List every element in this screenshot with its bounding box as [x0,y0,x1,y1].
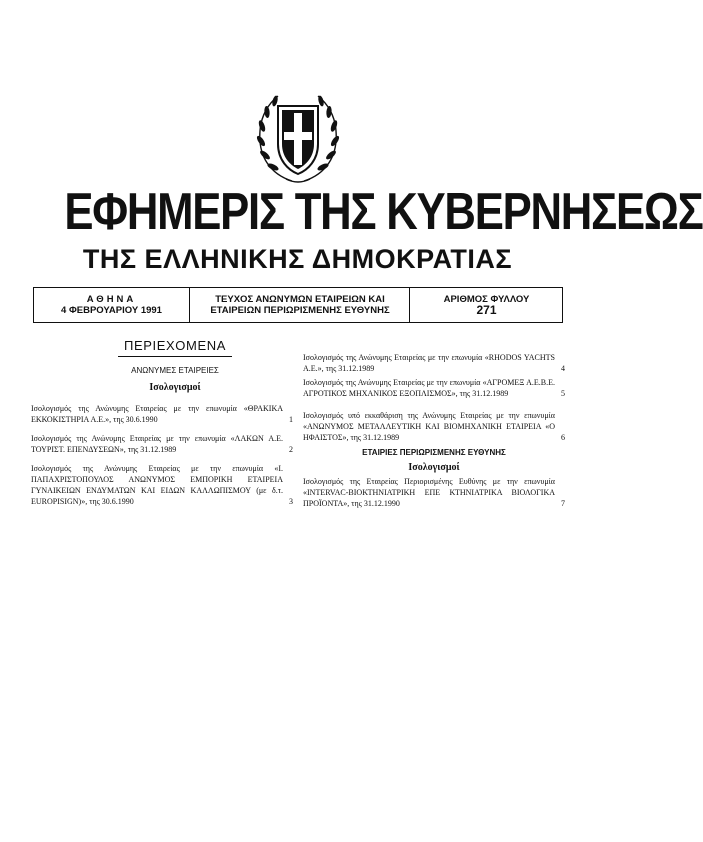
toc-entry-text: Ισολογισμός της Ανώνυμης Εταιρείας με την επωνυμία «RHODOS YACHTS Α.Ε.», της 31.12.1989 [303,353,555,373]
toc-entry-page: 3 [289,497,293,506]
sheet-number: 271 [476,303,497,317]
sheet-number-label: ΑΡΙΘΜΟΣ ΦΥΛΛΟΥ [443,294,530,305]
toc-entry [303,352,565,374]
greek-coat-of-arms-icon [252,86,344,186]
issue-date: 4 ΦΕΒΡΟΥΑΡΙΟΥ 1991 [61,305,162,316]
toc-entry-text: Ισολογισμός της Ανώνυμης Εταιρείας με την επωνυμία «ΘΡΑΚΙΚΑ ΕΚΚΟΚΙΣΤΗΡΙΑ Α.Ε.», της 30.6.1990 [31,404,283,424]
toc-entry [303,476,565,509]
issue-info-box [33,287,563,323]
toc-entry [31,463,293,507]
subsection-heading-sa: Ισολογισμοί [149,382,201,393]
section-heading-sa: ΑΝΩΝΥΜΕΣ ΕΤΑΙΡΕΙΕΣ [131,366,219,375]
place-date-cell [34,288,189,322]
toc-entry-page: 7 [561,499,565,508]
toc-entry-page: 2 [289,445,293,454]
contents-title-rule [118,356,232,357]
toc-entry [303,410,565,443]
toc-entry-text: Ισολογισμός της Ανώνυμης Εταιρείας με την επωνυμία «ΑΓΡΟΜΕΞ Α.Ε.Β.Ε. ΑΓΡΟΤΙΚΟΣ ΜΗΧΑΝΙΚΟΣ ΕΞΟΠΛΙΣΜΟΣ», της 31.12.1989 [303,378,555,398]
toc-entry-page: 6 [561,433,565,442]
issue-type-cell [189,288,410,322]
toc-entry [31,433,293,455]
masthead-subtitle: ΤΗΣ ΕΛΛΗΝΙΚΗΣ ΔΗΜΟΚΡΑΤΙΑΣ [82,244,513,274]
masthead-title: ΕΦΗΜΕΡΙΣ ΤΗΣ ΚΥΒΕΡΝΗΣΕΩΣ [64,183,703,241]
toc-entry-page: 1 [289,415,293,424]
contents-title: ΠΕΡΙΕΧΟΜΕΝΑ [124,338,226,353]
issue-type-line1: ΤΕΥΧΟΣ ΑΝΩΝΥΜΩΝ ΕΤΑΙΡΕΙΩΝ ΚΑΙ [215,294,385,305]
toc-entry-page: 5 [561,389,565,398]
toc-entry-text: Ισολογισμός υπό εκκαθάριση της Ανώνυμης Εταιρείας με την επωνυμία «ΑΝΩΝΥΜΟΣ ΜΕΤΑΛΛΕΥΤΙΚΗ ΚΑΙ ΒΙΟΜΗΧΑΝΙΚΗ ΕΤΑΙΡΕΙΑ «Ο ΗΦΑΙΣΤΟΣ», της 31.12.1989 [303,411,555,442]
toc-entry-page: 4 [561,364,565,373]
section-heading-ltd: ΕΤΑΙΡΙΕΣ ΠΕΡΙΩΡΙΣΜΕΝΗΣ ΕΥΘΥΝΗΣ [362,448,506,457]
toc-entry [31,403,293,425]
issue-type-line2: ΕΤΑΙΡΕΙΩΝ ΠΕΡΙΩΡΙΣΜΕΝΗΣ ΕΥΘΥΝΗΣ [210,305,390,316]
subsection-heading-ltd: Ισολογισμοί [408,462,460,473]
toc-entry-text: Ισολογισμός της Ανώνυμης Εταιρείας με την επωνυμία «Ι. ΠΑΠΑΧΡΙΣΤΟΠΟΥΛΟΣ ΑΝΩΝΥΜΟΣ ΕΜΠΟΡΙΚΗ ΕΤΑΙΡΕΙΑ ΓΥΝΑΙΚΕΙΩΝ ΕΝΔΥΜΑΤΩΝ ΚΑΙ ΕΙΔΩΝ ΚΑΛΛΩΠΙΣΜΟΥ (με δ.τ. EUROPISIGN)», της 30.6.1990 [31,464,283,506]
toc-entry-text: Ισολογισμός της Εταιρείας Περιορισμένης Ευθύνης με την επωνυμία «INTERVAC-ΒΙΟΚΤΗΝΙΑΤΡΙΚΗ ΕΠΕ ΚΤΗΝΙΑΤΡΙΚΑ ΒΙΟΛΟΓΙΚΑ ΠΡΟΪΟΝΤΑ», της 31.12.1990 [303,477,555,508]
sheet-number-cell [409,288,563,322]
place-label: ΑΘΗΝΑ [86,294,137,305]
toc-entry-text: Ισολογισμός της Ανώνυμης Εταιρείας με την επωνυμία «ΛΑΚΩΝ Α.Ε. ΤΟΥΡΙΣΤ. ΕΠΕΝΔΥΣΕΩΝ», της 31.12.1989 [31,434,283,454]
toc-entry [303,377,565,399]
